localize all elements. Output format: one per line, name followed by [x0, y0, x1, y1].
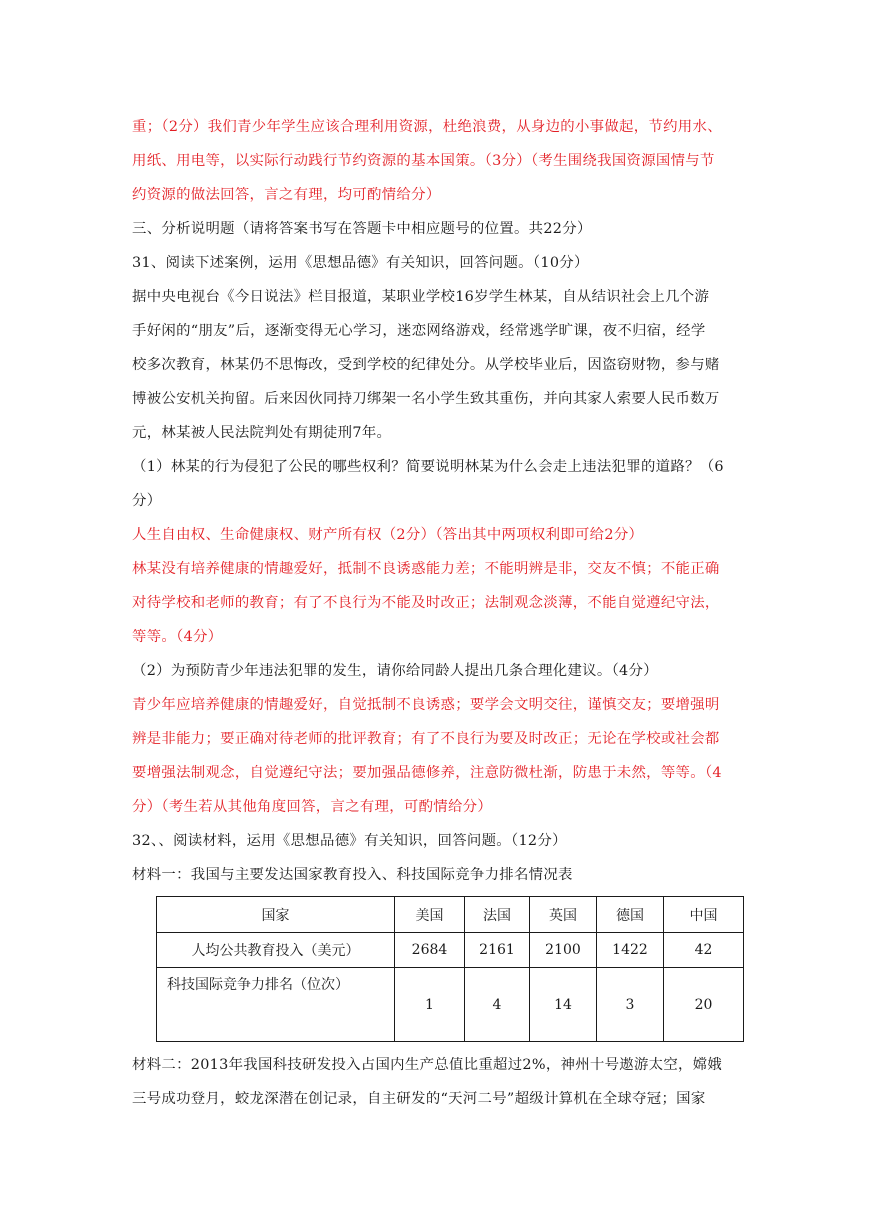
answer-line: 约资源的做法回答，言之有理，均可酌情给分） — [132, 187, 441, 203]
table-header-cell: 英国 — [530, 897, 597, 933]
text-line: 三号成功登月，蛟龙深潜在创记录，自主研发的“天河二号”超级计算机在全球夺冠；国家 — [132, 1091, 706, 1107]
answer-line: 对待学校和老师的教育；有了不良行为不能及时改正；法制观念淡薄，不能自觉遵纪守法， — [132, 595, 720, 611]
text-line: 据中央电视台《今日说法》栏目报道，某职业学校16岁学生林某，自从结识社会上几个游 — [132, 289, 710, 305]
text-block-before-table — [132, 110, 744, 892]
table-cell: 42 — [664, 933, 744, 968]
table-cell: 20 — [664, 968, 744, 1042]
table-cell: 14 — [530, 968, 597, 1042]
table-cell: 1 — [395, 968, 465, 1042]
answer-line: 重；（2分）我们青少年学生应该合理利用资源，杜绝浪费，从身边的小事做起，节约用水、 — [132, 119, 722, 135]
text-block-after-table — [132, 1048, 744, 1116]
answer-line: 林某没有培养健康的情趣爱好，抵制不良诱惑能力差；不能明辨是非，交友不慎；不能正确 — [132, 561, 720, 577]
text-line: 31、阅读下述案例，运用《思想品德》有关知识，回答问题。（10分） — [132, 255, 589, 271]
answer-line: 青少年应培养健康的情趣爱好，自觉抵制不良诱惑；要学会文明交往，谨慎交友；要增强明 — [132, 697, 720, 713]
table-header-cell: 国家 — [157, 897, 395, 933]
answer-line: 人生自由权、生命健康权、财产所有权（2分）（答出其中两项权利即可给2分） — [132, 527, 644, 543]
text-line: 分） — [132, 493, 162, 509]
answer-line: 分）（考生若从其他角度回答，言之有理，可酌情给分） — [132, 799, 493, 815]
text-line: 三、分析说明题（请将答案书写在答题卡中相应题号的位置。共22分） — [132, 221, 592, 237]
answer-line: 等等。（4分） — [132, 629, 223, 645]
table-row-label: 科技国际竞争力排名（位次） — [157, 968, 395, 1042]
table-cell: 2161 — [465, 933, 530, 968]
table-header-cell: 美国 — [395, 897, 465, 933]
text-line: 材料二：2013年我国科技研发投入占国内生产总值比重超过2%，神州十号遨游太空，嫦娥 — [132, 1057, 723, 1073]
comparison-table — [156, 896, 744, 1042]
table-cell: 3 — [597, 968, 664, 1042]
table-cell: 2684 — [395, 933, 465, 968]
answer-line: 辨是非能力；要正确对待老师的批评教育；有了不良行为要及时改正；无论在学校或社会都 — [132, 731, 720, 747]
text-line: 元，林某被人民法院判处有期徒刑7年。 — [132, 425, 392, 441]
table-row — [157, 933, 744, 968]
text-line: 32、、阅读材料，运用《思想品德》有关知识，回答问题。（12分） — [132, 833, 567, 849]
table-row — [157, 968, 744, 1042]
table-header-cell: 德国 — [597, 897, 664, 933]
table-cell: 2100 — [530, 933, 597, 968]
table-header-row — [157, 897, 744, 933]
table-cell: 4 — [465, 968, 530, 1042]
text-line: （2）为预防青少年违法犯罪的发生，请你给同龄人提出几条合理化建议。（4分） — [132, 663, 658, 679]
text-line: 手好闲的“朋友”后，逐渐变得无心学习，迷恋网络游戏，经常逃学旷课，夜不归宿，经学 — [132, 323, 706, 339]
answer-line: 要增强法制观念，自觉遵纪守法；要加强品德修养，注意防微杜渐，防患于未然，等等。（4 — [132, 765, 722, 781]
text-line: 博被公安机关拘留。后来因伙同持刀绑架一名小学生致其重伤，并向其家人索要人民币数万 — [132, 391, 720, 407]
table-row-label: 人均公共教育投入（美元） — [157, 933, 395, 968]
text-line: 校多次教育，林某仍不思悔改，受到学校的纪律处分。从学校毕业后，因盗窃财物，参与赌 — [132, 357, 720, 373]
answer-line: 用纸、用电等，以实际行动践行节约资源的基本国策。（3分）（考生围绕我国资源国情与节 — [132, 153, 715, 169]
table-header-cell: 中国 — [664, 897, 744, 933]
table-header-cell: 法国 — [465, 897, 530, 933]
text-line: （1）林某的行为侵犯了公民的哪些权利？简要说明林某为什么会走上违法犯罪的道路？（6 — [132, 459, 724, 475]
text-line: 材料一：我国与主要发达国家教育投入、科技国际竞争力排名情况表 — [132, 867, 573, 883]
table-cell: 1422 — [597, 933, 664, 968]
document-page — [132, 110, 744, 1116]
